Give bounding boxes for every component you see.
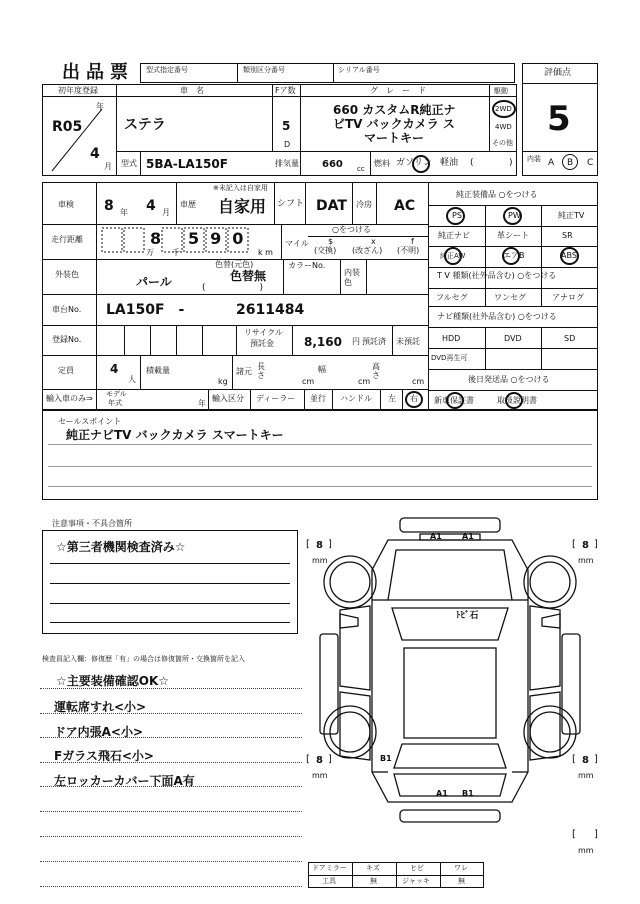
tread-rr-close: ] — [594, 754, 598, 765]
model-year-unit: 年 — [198, 399, 206, 408]
shaken-year: 8 — [104, 198, 114, 214]
grade-line-1: 660 カスタムR純正ナ — [333, 103, 456, 117]
navi-dvd: DVD — [504, 334, 522, 343]
dim-label: 諸元 — [236, 367, 252, 376]
import-label: 輸入車のみ⇒ — [46, 394, 93, 403]
recycle-label-1: リサイクル — [244, 328, 283, 337]
tv-oneseg: ワンセグ — [494, 293, 526, 302]
model-label: 型式 — [121, 159, 137, 168]
first-reg-label: 初年度登録 — [58, 86, 98, 95]
tv-analog: アナログ — [552, 293, 584, 302]
tread-rr: 8 — [582, 755, 589, 766]
reg-year-unit: 年 — [96, 102, 104, 111]
car-name-label: 車 名 — [180, 86, 204, 95]
mile-label: マイル — [285, 239, 309, 248]
import-dealer: ディーラー — [256, 394, 296, 403]
recycle-label-2: 預託金 — [250, 339, 274, 348]
tread-spare-close: ] — [594, 829, 598, 840]
chassis-label: 車台No. — [52, 305, 82, 314]
interior-label: 内装 — [527, 155, 541, 163]
capacity-label: 定員 — [58, 366, 74, 375]
color-paren: ( ) — [202, 283, 264, 293]
shaken-month-unit: 月 — [162, 208, 170, 217]
form-title: 出品票 — [62, 62, 134, 83]
equip-tv: 純正TV — [558, 211, 585, 220]
recycle-amount: 8,160 — [304, 335, 342, 349]
equip-abs-circle — [560, 247, 579, 265]
note-line-4: Fガラス飛石<小> — [54, 749, 154, 763]
interior-color-label: 内装色 — [344, 268, 360, 287]
import-parallel: 並行 — [310, 394, 326, 403]
later-manual-circle — [505, 392, 523, 409]
meter-opt1a: $ — [328, 237, 334, 246]
meter-opt3a: f — [411, 237, 414, 246]
use-note: ※未記入は自家用 — [213, 184, 268, 192]
shaken-month: 4 — [146, 198, 156, 214]
km-unit: k m — [258, 248, 273, 257]
door-unit: D — [284, 140, 291, 149]
equipment-title: 純正装備品 ○をつける — [456, 190, 538, 199]
tread-rl: 8 — [316, 755, 323, 766]
serial-label: シリアル番号 — [338, 66, 380, 74]
load-label: 積載量 — [146, 366, 170, 375]
type-spec-label: 型式指定番号 — [146, 66, 188, 74]
tread-rl-mm: mm — [312, 771, 328, 780]
interior-a: A — [548, 158, 555, 168]
capacity-unit: 人 — [128, 375, 136, 384]
sales-point-text: 純正ナビTV バックカメラ スマートキー — [66, 428, 284, 442]
tread-spare-bracket: [ — [572, 829, 576, 840]
later-title: 後日発送品 ○をつける — [468, 375, 550, 384]
shift-label: シフト — [277, 199, 305, 209]
equip-navi: 純正ナビ — [438, 231, 470, 240]
score-label: 評価点 — [544, 68, 572, 78]
use-label: 車歴 — [180, 200, 196, 209]
legend-tools-value: 無 — [370, 877, 377, 885]
sales-point-label: セールスポイント — [58, 417, 122, 426]
car-name: ステラ — [124, 117, 166, 133]
fuel-paren-open: ( — [470, 158, 474, 168]
interior-b: B — [567, 158, 574, 168]
chassis-model: LA150F - — [106, 302, 185, 318]
equip-pw-circle — [503, 207, 522, 225]
tread-fl-mm: mm — [312, 556, 328, 565]
handle-right-circle — [405, 391, 423, 408]
legend-mirror: ドアミラー — [312, 864, 347, 872]
disp-label: 排気量 — [275, 159, 299, 168]
fuel-gas: ガソリン — [396, 158, 433, 168]
mileage-man: 8 — [150, 229, 162, 248]
shaken-label: 車検 — [58, 200, 74, 209]
inspector-label: 検査員記入欄：修復歴「有」の場合は修復箇所・交換箇所を記入 — [42, 655, 245, 663]
ac-value: AC — [394, 198, 416, 214]
equip-airbag-circle — [502, 247, 520, 265]
tread-fr: 8 — [582, 540, 589, 551]
tread-rr-bracket: [ — [572, 754, 576, 765]
header-id-row — [140, 63, 515, 83]
meter-opt1b: (交換) — [314, 246, 337, 255]
tread-fl-close: ] — [328, 539, 332, 550]
color-change-value: 色替無 — [230, 269, 267, 283]
tv-title: T V 種類(社外品含む) ○をつける — [437, 271, 557, 280]
meter-opt2b: (改ざん) — [352, 246, 383, 255]
height-label: 高さ — [372, 362, 380, 380]
tread-spare-mm: mm — [578, 846, 594, 855]
interior-c: C — [587, 158, 594, 168]
mark-rear-b1: B1 — [462, 789, 474, 798]
note-line-5: 左ロッカーカバー下面A有 — [54, 774, 195, 788]
mileage-label: 走行距離 — [51, 235, 83, 244]
height-cm: cm — [412, 377, 425, 386]
mileage-sen: 590 — [188, 229, 255, 248]
tread-fr-close: ] — [594, 539, 598, 550]
caution-label: 注意事項・不具合箇所 — [52, 519, 132, 528]
sen-unit: 千 — [172, 248, 180, 257]
displacement: 660 — [322, 159, 343, 170]
interior-b-circle — [562, 154, 578, 170]
mark-b1: B1 — [380, 754, 392, 763]
equip-aw-circle — [444, 247, 462, 265]
import-class-label: 輸入区分 — [212, 394, 244, 403]
model-value: 5BA-LA150F — [146, 157, 228, 171]
mark-hood: ﾄﾋﾞ石 — [456, 611, 479, 621]
navi-hdd: HDD — [442, 334, 461, 343]
meter-note: ○をつける — [332, 225, 371, 234]
handle-right: 右 — [410, 394, 418, 403]
later-warranty: 新車保証書 — [434, 396, 474, 405]
class-label: 類別区分番号 — [243, 66, 285, 74]
recycle-unit: 円 — [352, 337, 360, 346]
fuel-gas-circle — [412, 155, 430, 173]
color-change-label: 色替(元色) — [215, 260, 254, 269]
navi-sd: SD — [564, 334, 576, 343]
car-damage-diagram — [300, 510, 600, 870]
drive-label: 駆動 — [494, 87, 508, 95]
doors-label: Fア数 — [275, 86, 296, 95]
reg-era: R05 — [52, 119, 83, 135]
len-cm: cm — [302, 377, 315, 386]
tread-rl-bracket: [ — [306, 754, 310, 765]
handle-label: ハンドル — [340, 394, 372, 403]
shift-value: DAT — [316, 198, 347, 214]
equip-ps: PS — [452, 211, 462, 220]
reg-month-unit: 月 — [104, 162, 112, 171]
recycle-unpaid: 未預託 — [396, 337, 420, 346]
score-value: 5 — [547, 99, 571, 139]
model-year-label-1: モデル — [106, 390, 127, 398]
meter-opt3b: (不明) — [397, 246, 420, 255]
grade-line-2: ビTV バックカメラ ス — [333, 117, 455, 131]
tread-rl-close: ] — [328, 754, 332, 765]
fuel-diesel: 軽油 — [440, 158, 459, 168]
color-no-label: カラーNo. — [288, 261, 326, 270]
drive-2wd: 2WD — [495, 105, 512, 113]
drive-4wd: 4WD — [495, 123, 512, 131]
later-manual: 取扱説明書 — [497, 396, 537, 405]
ac-label: 冷房 — [356, 200, 372, 209]
fuel-paren-close: ) — [509, 158, 513, 168]
equip-abs: ABS — [561, 251, 577, 260]
legend-ware: ワレ — [454, 864, 468, 872]
drive-other: その他 — [492, 139, 513, 147]
legend-hibi: ヒビ — [410, 864, 424, 872]
equip-airbag: エアB — [503, 251, 525, 260]
shaken-year-unit: 年 — [120, 208, 128, 217]
drive-2wd-circle — [492, 100, 516, 118]
navi-title: ナビ種類(社外品含む) ○をつける — [437, 312, 557, 321]
man-unit: 万 — [146, 248, 154, 257]
mark-a1-left: A1 — [430, 532, 442, 541]
fuel-label: 燃料 — [374, 159, 390, 168]
legend-jack: ジャッキ — [402, 877, 430, 885]
width-cm: cm — [358, 377, 371, 386]
dvd-play: DVD再生可 — [431, 354, 468, 362]
later-warranty-circle — [446, 392, 464, 409]
equip-ps-circle — [446, 207, 465, 225]
grade-line-3: マートキー — [364, 131, 425, 145]
tread-fr-bracket: [ — [572, 539, 576, 550]
color-label: 外装色 — [55, 270, 79, 279]
note-line-1: ☆主要装備確認OK☆ — [56, 674, 170, 688]
model-year-label-2: 年式 — [108, 399, 122, 407]
load-kg: kg — [218, 377, 228, 386]
equip-leather: 革シート — [497, 231, 529, 240]
width-label: 幅 — [318, 365, 326, 374]
tread-fr-mm: mm — [578, 556, 594, 565]
reg-no-label: 登録No. — [52, 335, 82, 344]
equip-pw: PW — [508, 211, 521, 220]
tread-fl-bracket: [ — [306, 539, 310, 550]
meter-opt2a: x — [371, 237, 376, 246]
use-value: 自家用 — [218, 197, 267, 216]
mark-a1-right: A1 — [462, 532, 474, 541]
tread-fl: 8 — [316, 540, 323, 551]
cc-unit: cc — [357, 165, 365, 173]
equip-sr: SR — [562, 231, 573, 240]
reg-month: 4 — [90, 146, 100, 162]
mark-rear-a1: A1 — [436, 789, 448, 798]
chassis-number: 2611484 — [236, 302, 305, 318]
handle-left: 左 — [388, 394, 396, 403]
note-line-3: ドア内張A<小> — [54, 725, 144, 739]
legend-kizu: キズ — [366, 864, 380, 872]
equip-aw: 純正AW — [440, 252, 466, 260]
caution-text: ☆第三者機関検査済み☆ — [56, 540, 186, 554]
capacity-value: 4 — [110, 362, 119, 376]
legend-tools: 工具 — [322, 877, 336, 885]
doors-value: 5 — [282, 119, 291, 133]
tread-rr-mm: mm — [578, 771, 594, 780]
color-value: パール — [136, 275, 172, 289]
tv-fullseg: フルセグ — [436, 293, 468, 302]
note-line-2: 運転席すれ<小> — [54, 700, 147, 714]
recycle-paid: 預託済 — [362, 337, 386, 346]
legend-jack-value: 無 — [458, 877, 465, 885]
grade-label: グ レ ー ド — [370, 86, 426, 95]
len-label: 長さ — [257, 362, 265, 380]
